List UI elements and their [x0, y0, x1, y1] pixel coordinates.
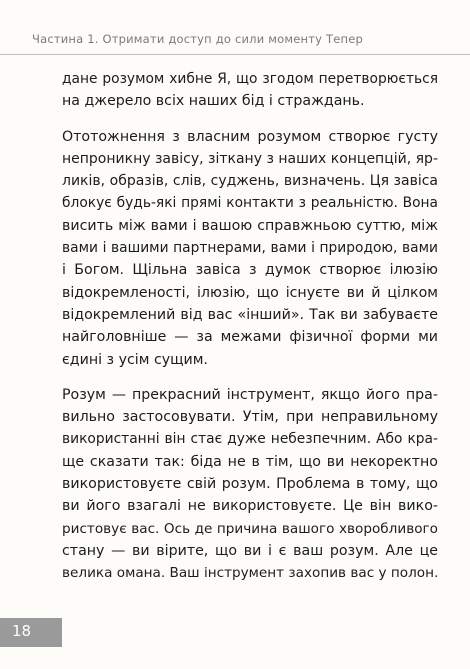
text-line: відокремлений від вас «інший». Так ви забуваєте — [62, 306, 438, 323]
text-line: Ототожнення з власним розумом створює густу — [62, 128, 438, 145]
text-line: вами і вашими партнерами, вами і природою, вами — [62, 240, 438, 257]
text-line: Розум — прекрасний інструмент, якщо його пра- — [62, 386, 438, 403]
text-line: дане розумом хибне Я, що згодом перетворюється — [62, 71, 438, 87]
text-line: на джерело всіх наших бід і страждань. — [62, 93, 365, 110]
header-rule — [0, 54, 470, 55]
paragraph-2 — [62, 126, 438, 371]
text-line: ще сказати так: біда не в тім, що ви некоректно — [62, 453, 438, 470]
text-line: висить між вами і вашою справжньою суттю, між — [62, 217, 438, 234]
text-line: єдині з усім сущим. — [62, 351, 208, 368]
text-line: ви його взагалі не використовуєте. Це він вико- — [62, 498, 438, 515]
body-text — [62, 68, 438, 598]
page-number-box — [0, 618, 62, 647]
text-line: стану — ви вірите, що ви і є ваш розум. Але це — [62, 542, 438, 559]
text-line: непроникну завісу, зіткану з наших концепцій, яр- — [62, 150, 438, 167]
text-line: і Богом. Щільна завіса з думок створює ілюзію — [62, 262, 438, 279]
running-head: Частина 1. Отримати доступ до сили моменту Тепер — [32, 32, 363, 46]
text-line: найголовніше — за межами фізичної форми ми — [62, 329, 438, 346]
paragraph-1 — [62, 68, 438, 113]
text-line: ликів, образів, слів, суджень, визначень. Ця завіса — [62, 173, 438, 190]
text-line: ристовує вас. Ось де причина вашого хворобливого — [62, 520, 438, 537]
text-line: використовуєте свій розум. Проблема в тому, що — [62, 476, 438, 493]
text-line: вильно застосовувати. Утім, при неправильному — [62, 409, 438, 426]
page-number: 18 — [12, 622, 32, 640]
text-line: використанні він стає дуже небезпечним. Або кра- — [62, 431, 438, 448]
text-line: блокує будь-які прямі контакти з реальністю. Вона — [62, 195, 438, 212]
text-line: велика омана. Ваш інструмент захопив вас у полон. — [62, 565, 439, 582]
paragraph-3 — [62, 384, 438, 585]
text-line: відокремленості, ілюзію, що існуєте ви й цілком — [62, 284, 438, 301]
